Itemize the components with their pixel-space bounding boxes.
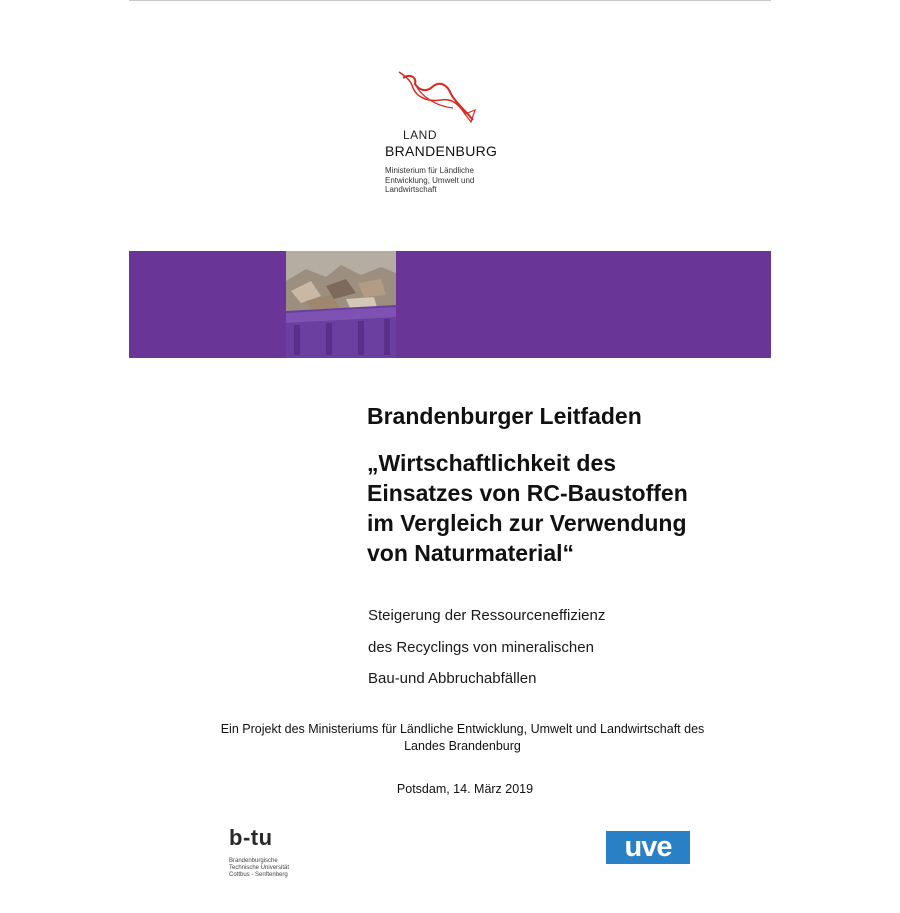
publication-date: Potsdam, 14. März 2019 bbox=[396, 782, 534, 796]
top-rule bbox=[129, 0, 771, 1]
description-line: Bau-und Abbruchabfällen bbox=[368, 670, 537, 687]
land-brandenburg-logo bbox=[385, 70, 525, 200]
red-eagle-icon bbox=[395, 70, 485, 130]
uve-logo-text: uve bbox=[624, 831, 672, 863]
btu-line: Technische Universität bbox=[229, 865, 290, 871]
btu-logo bbox=[229, 826, 339, 886]
logo-land-text: LAND bbox=[403, 128, 438, 142]
btu-line: Cottbus - Senftenberg bbox=[229, 872, 288, 878]
subtitle-line: „Wirtschaftlichkeit des bbox=[367, 450, 617, 476]
document-title: Brandenburger Leitfaden bbox=[367, 403, 642, 429]
logo-ministry-line: Landwirtschaft bbox=[385, 185, 437, 194]
subtitle-line: im Vergleich zur Verwendung bbox=[367, 510, 687, 536]
uve-logo bbox=[606, 831, 690, 864]
subtitle-line: Einsatzes von RC-Baustoffen bbox=[367, 480, 688, 506]
purple-banner bbox=[129, 251, 771, 358]
description bbox=[368, 600, 605, 695]
btu-line: Brandenburgische bbox=[229, 858, 278, 864]
subtitle-line: von Naturmaterial“ bbox=[367, 540, 575, 566]
project-statement bbox=[150, 721, 775, 755]
recycling-container-photo bbox=[286, 251, 396, 358]
project-line: Ein Projekt des Ministeriums für Ländliche Entwicklung, Umwelt und Landwirtschaft des bbox=[220, 722, 705, 736]
btu-university-name bbox=[229, 858, 339, 879]
btu-mark: b-tu bbox=[229, 825, 273, 850]
document-subtitle bbox=[367, 448, 688, 568]
logo-brandenburg-text: BRANDENBURG bbox=[385, 143, 498, 159]
logo-ministry-line: Ministerium für Ländliche bbox=[385, 166, 474, 175]
description-line: Steigerung der Ressourceneffizienz bbox=[368, 607, 606, 624]
description-line: des Recyclings von mineralischen bbox=[368, 638, 594, 656]
logo-ministry-line: Entwicklung, Umwelt und bbox=[385, 175, 475, 185]
logo-ministry-text bbox=[385, 166, 515, 195]
project-line: Landes Brandenburg bbox=[404, 739, 521, 753]
